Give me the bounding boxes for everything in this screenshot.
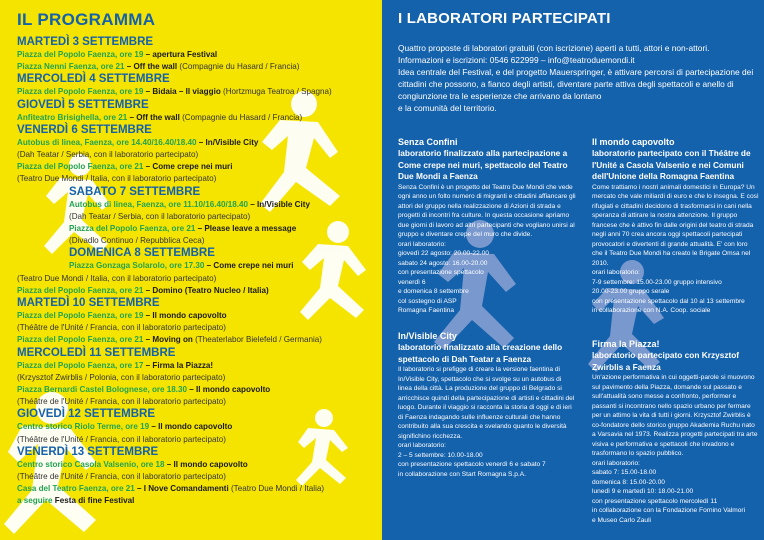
venue-time: Piazza Nenni Faenza, ore 21	[17, 62, 125, 72]
venue-time: Piazza del Popolo Faenza, ore 21	[17, 162, 144, 172]
show-title: In/Visible City	[257, 199, 310, 209]
venue-time: Piazza del Popolo Faenza, ore 21	[17, 335, 144, 345]
company-note: (Teatro Due Mondi / Italia, con il laboratorio partecipato)	[17, 174, 217, 184]
workshop-body	[398, 183, 576, 316]
venue-time: Anfiteatro Brisighella, ore 21	[17, 112, 128, 122]
workshop-title: In/Visible City	[398, 331, 457, 341]
venue-time: Centro storico Casola Valsenio, ore 18	[17, 459, 165, 469]
program-entry	[17, 471, 377, 483]
workshops-title: I LABORATORI PARTECIPATI	[398, 10, 611, 27]
program-list	[17, 36, 377, 508]
program-day	[17, 36, 377, 73]
workshop-schedule-line: lunedì 9 e martedì 10: 18.00-21.00	[592, 488, 694, 496]
workshop-body	[592, 373, 760, 525]
intro-line: Quattro proposte di laboratori gratuiti (con iscrizione) aperti a tutti, attori e non-attori.	[398, 43, 710, 53]
program-entry: Piazza del Popolo Faenza, ore 21 – Come crepe nei muri	[17, 162, 233, 172]
show-title: Firma la Piazza!	[152, 360, 214, 370]
venue-time: Piazza del Popolo Faenza, ore 19	[17, 87, 144, 97]
venue-time: a seguire	[17, 496, 53, 506]
company-note: (Teatro Due Mondi / Italia)	[228, 484, 325, 494]
workshop-schedule-line: con presentazione spettacolo	[398, 269, 484, 277]
day-heading: VENERDÌ 6 SETTEMBRE	[17, 123, 152, 136]
program-day	[69, 247, 377, 272]
venue-time: Piazza del Popolo Faenza, ore 19	[17, 50, 144, 59]
company-note: (Théâtre de l'Unité / Francia, con il laboratorio partecipato)	[17, 471, 226, 481]
workshop-schedule-line: domenica 8: 15.00-20.00	[592, 478, 665, 486]
workshop-mondo-capovolto	[592, 136, 760, 316]
day-heading: MARTEDÌ 10 SETTEMBRE	[17, 296, 160, 309]
program-entry	[69, 211, 377, 223]
day-heading: GIOVEDÌ 12 SETTEMBRE	[17, 408, 156, 421]
venue-time: Piazza del Popolo Faenza, ore 21	[17, 285, 144, 295]
workshop-schedule-line: e domenica 8 settembre	[398, 288, 469, 296]
intro-contact: Informazioni e iscrizioni: 0546 622999 – info@teatroduemondi.it	[398, 54, 635, 65]
company-note: (Hortzmuga Teatroa / Spagna)	[220, 87, 332, 97]
day-heading: VENERDÌ 13 SETTEMBRE	[17, 445, 159, 458]
show-title: Come crepe nei muri	[213, 261, 294, 271]
program-entry: Autobus di linea, Faenza, ore 11.10/16.40/18.40 – In/Visible City	[69, 199, 310, 209]
workshop-schedule-line: con presentazione spettacolo dal 10 al 13 settembre	[592, 297, 745, 305]
company-note: (Théâtre de l'Unité / Francia, con il laboratorio partecipato)	[17, 397, 226, 407]
intro-line: e la comunità del territorio.	[398, 102, 497, 113]
program-entry	[17, 396, 377, 408]
program-title: IL PROGRAMMA	[17, 10, 156, 29]
program-day	[17, 273, 377, 297]
workshop-schedule-line: sabato 24 agosto: 16.00-20.00	[398, 259, 488, 267]
workshop-schedule-line: 20.00-23.00 gruppo serale	[592, 288, 670, 296]
program-entry: Piazza del Popolo Faenza, ore 21 – Please leave a message	[69, 223, 297, 233]
workshop-schedule-line: orari laboratorio:	[592, 269, 641, 277]
program-day	[69, 186, 377, 248]
company-note: (Compagnie du Hasard / Francia)	[177, 62, 300, 72]
program-day	[17, 124, 377, 186]
workshop-schedule-line: 7-9 settembre: 15.00-23.00 gruppo intensivo	[592, 278, 722, 286]
workshop-schedule-line: giovedì 22 agosto: 20.00-22.00	[398, 250, 489, 258]
workshops-intro	[398, 43, 758, 114]
venue-time: Autobus di linea, Faenza, ore 14.40/16.40/18.40	[17, 137, 197, 147]
day-heading: SABATO 7 SETTEMBRE	[69, 185, 201, 198]
workshop-schedule-line: con presentazione spettacolo mercoledì 11	[592, 497, 718, 505]
workshop-description: Senza Confini è un progetto del Teatro Due Mondi che vede ogni anno un folto numero di migranti e cittadini affiancare gli attori del gruppo nella realizzazione di Azioni di strada e progetti di incontri fra culture. In questa occasione apriamo due giorni di lavoro ad altri partecipanti che vogliano unirsi al gruppo e diventare crepe del muro che divide.	[398, 183, 576, 239]
workshop-invisible-city	[398, 330, 576, 479]
day-heading: MARTEDÌ 3 SETTEMBRE	[17, 36, 154, 48]
workshop-subtitle: laboratorio partecipato con il Théâtre de l'Unité a Casola Valsenio e nei Comuni dell'Unione della Romagna Faentina	[592, 148, 751, 182]
show-title: Festa di fine Festival	[54, 496, 135, 506]
program-entry: Centro storico Casola Valsenio, ore 18 – Il mondo capovolto	[17, 459, 248, 469]
venue-time: Casa del Teatro Faenza, ore 21	[17, 484, 135, 494]
program-entry: Anfiteatro Brisighella, ore 21 – Off the wall (Compagnie du Hasard / Francia)	[17, 112, 303, 122]
day-heading: GIOVEDÌ 5 SETTEMBRE	[17, 98, 149, 111]
program-entry	[17, 149, 377, 161]
venue-time: Piazza del Popolo Faenza, ore 21	[69, 223, 196, 233]
show-title: Off the wall	[136, 112, 180, 122]
company-note: (Théâtre de l'Unité / Francia, con il laboratorio partecipato)	[17, 434, 226, 444]
company-note: (Theaterlabor Bielefeld / Germania)	[192, 335, 322, 345]
program-entry: Piazza del Popolo Faenza, ore 17 – Firma la Piazza!	[17, 360, 214, 370]
program-day	[17, 347, 377, 409]
workshop-schedule-line: orari laboratorio:	[592, 459, 641, 467]
program-entry	[17, 434, 377, 446]
workshop-schedule-line: Romagna Faentina	[398, 307, 455, 315]
workshop-title: Firma la Piazza!	[592, 339, 660, 349]
workshop-body	[398, 365, 576, 479]
workshop-title: Il mondo capovolto	[592, 137, 675, 147]
show-title: Il mondo capovolto	[173, 459, 248, 469]
venue-time: Autobus di linea, Faenza, ore 11.10/16.40/18.40	[69, 199, 249, 209]
workshop-body	[592, 183, 760, 316]
show-title: Bidaia – Il viaggio	[152, 87, 221, 97]
workshop-schedule-line: orari laboratorio:	[398, 442, 447, 450]
intro-line: Idea centrale del Festival, e del progetto Mauerspringer, è attivare percorsi di partecipazione dei cittadini che possono, a fianco degli artisti, diventare parte attiva degli spettacoli e anello di congiunzione tra le esperienze che arrivano da lontano	[398, 66, 754, 101]
day-heading: DOMENICA 8 SETTEMBRE	[69, 247, 215, 260]
workshop-firma-la-piazza	[592, 338, 760, 525]
program-entry: Piazza Gonzaga Solarolo, ore 17.30 – Come crepe nei muri	[69, 261, 294, 271]
workshop-schedule-line: in collaborazione con Start Romagna S.p.A.	[398, 470, 526, 478]
workshop-subtitle: laboratorio finalizzato alla partecipazione a Come crepe nei muri, spettacolo del Teatro Due Mondi a Faenza	[398, 148, 568, 182]
workshop-description: Come trattiamo i nostri animali domestici in Europa? Un mercato che vale miliardi di euro e che lo insegna. E così rifugiati e cittadini decidono di trasformarsi in cani nella speranza di attirare la nostra attenzione. Il gruppo francese che è attivo fin dalle origini del teatro di strada negli anni 70 crea ancora oggi spettacoli partecipati provocatori e divertenti di grande attualità. E' con loro che il Teatro Due Mondi ha creato le Brigate Omsa nel 2010.	[592, 183, 759, 267]
program-entry: Piazza Nenni Faenza, ore 21 – Off the wall (Compagnie du Hasard / Francia)	[17, 62, 300, 72]
program-day	[17, 297, 377, 347]
workshop-subtitle: laboratorio partecipato con Krzysztof Zwirblis a Faenza	[592, 350, 740, 372]
workshop-schedule-line: col sostegno di ASP	[398, 297, 457, 305]
program-entry: Piazza del Popolo Faenza, ore 21 – Moving on (Theaterlabor Bielefeld / Germania)	[17, 335, 322, 345]
show-title: apertura Festival	[152, 50, 218, 59]
day-heading: MERCOLEDÌ 11 SETTEMBRE	[17, 346, 176, 359]
venue-time: Piazza Gonzaga Solarolo, ore 17.30	[69, 261, 205, 271]
program-entry: Piazza Bernardi Castel Bolognese, ore 18.30 – Il mondo capovolto	[17, 384, 271, 394]
workshop-senza-confini	[398, 136, 576, 316]
show-title: I Nove Comandamenti	[143, 484, 229, 494]
program-entry: Casa del Teatro Faenza, ore 21 – I Nove Comandamenti (Teatro Due Mondi / Italia)	[17, 484, 325, 494]
venue-time: Piazza del Popolo Faenza, ore 19	[17, 310, 144, 320]
program-entry	[17, 273, 377, 285]
company-note: (Compagnie du Hasard / Francia)	[179, 112, 303, 122]
program-entry	[17, 495, 377, 507]
workshop-schedule-line: 2 – 5 settembre: 10.00-18.00	[398, 451, 483, 459]
show-title: Come crepe nei muri	[152, 162, 233, 172]
program-entry: Piazza del Popolo Faenza, ore 19 – apertura Festival	[17, 50, 218, 59]
company-note: (Dah Teatar / Serbia, con il laboratorio partecipato)	[17, 149, 199, 159]
program-entry: Centro storico Riolo Terme, ore 19 – Il mondo capovolto	[17, 422, 233, 432]
workshop-schedule-line: e Museo Carlo Zauli	[592, 516, 652, 524]
show-title: Moving on	[152, 335, 193, 345]
show-title: Il mondo capovolto	[152, 310, 227, 320]
show-title: Il mondo capovolto	[196, 384, 271, 394]
workshop-description: Un'azione performativa in cui oggetti-parole si muovono sul pavimento della Piazza, domande sul passato e sull'attualità sono messe a confronto, performer e passanti si incontrano nello spazio urbano per fermare per un attimo la vita di tutti i giorni. Krzysztof Zwirblis è co-fondatore dello storico gruppo Akademia Ruchu nato a Varsavia nel 1973. Realizza progetti partecipati tra arte visiva e performativa e spettacoli che invadono e trasformano lo spazio pubblico.	[592, 374, 758, 458]
program-day	[17, 73, 377, 98]
venue-time: Piazza del Popolo Faenza, ore 17	[17, 360, 144, 370]
workshop-schedule-line: in collaborazione con la Fondazione Fornino Valmori	[592, 507, 746, 515]
program-entry	[17, 322, 377, 334]
show-title: Please leave a message	[204, 223, 297, 233]
show-title: Domino (Teatro Nucleo / Italia)	[152, 285, 269, 295]
workshop-description: Il laboratorio si prefigge di creare la versione faentina di In/Visible City, spettacolo che si svolge su un autobus di linea della città. La produzione del gruppo di Belgrado si arricchisce quindi della partecipazione di artisti e cittadini del luogo. Durante il viaggio si racconta la storia di oggi e di ieri di Faenza indagando sulle influenze culturali che hanno contribuito alla sua crescita e svelando quanto le diversità significhino ricchezza.	[398, 366, 575, 440]
company-note: (Krzysztof Zwirblis / Polonia, con il laboratorio partecipato)	[17, 372, 226, 382]
workshop-schedule-line: sabato 7: 15.00-18.00	[592, 469, 657, 477]
company-note: (Dah Teatar / Serbia, con il laboratorio partecipato)	[69, 211, 251, 221]
program-day	[17, 408, 377, 445]
program-entry: Piazza del Popolo Faenza, ore 19 – Il mondo capovolto	[17, 310, 227, 320]
program-entry: Autobus di linea, Faenza, ore 14.40/16.40/18.40 – In/Visible City	[17, 137, 259, 147]
venue-time: Centro storico Riolo Terme, ore 19	[17, 422, 150, 432]
workshops-panel	[382, 0, 764, 540]
show-title: Off the wall	[133, 62, 178, 72]
workshop-title: Senza Confini	[398, 137, 458, 147]
company-note: (Divadlo Continuo / Repubblica Ceca)	[69, 236, 205, 246]
workshop-schedule-line: venerdì 6	[398, 278, 426, 286]
program-entry	[17, 173, 377, 185]
program-day	[17, 99, 377, 124]
workshop-subtitle: laboratorio finalizzato alla creazione dello spettacolo di Dah Teatar a Faenza	[398, 342, 563, 364]
workshop-schedule-line: orari laboratorio:	[398, 240, 447, 248]
program-entry	[17, 372, 377, 384]
company-note: (Théâtre de l'Unité / Francia, con il laboratorio partecipato)	[17, 323, 226, 333]
show-title: In/Visible City	[205, 137, 259, 147]
show-title: Il mondo capovolto	[158, 422, 233, 432]
day-heading: MERCOLEDÌ 4 SETTEMBRE	[17, 73, 170, 86]
program-day	[17, 446, 377, 508]
workshop-schedule-line: in collaborazione con N.A. Coop. sociale	[592, 307, 711, 315]
program-entry: Piazza del Popolo Faenza, ore 19 – Bidaia – Il viaggio (Hortzmuga Teatroa / Spagna)	[17, 87, 332, 97]
program-entry: Piazza del Popolo Faenza, ore 21 – Domino (Teatro Nucleo / Italia)	[17, 285, 269, 295]
program-entry	[69, 235, 377, 247]
venue-time: Piazza Bernardi Castel Bolognese, ore 18.30	[17, 384, 188, 394]
company-note: (Teatro Due Mondi / Italia, con il laboratorio partecipato)	[17, 273, 217, 283]
workshop-schedule-line: con presentazione spettacolo venerdì 6 e sabato 7	[398, 461, 546, 469]
